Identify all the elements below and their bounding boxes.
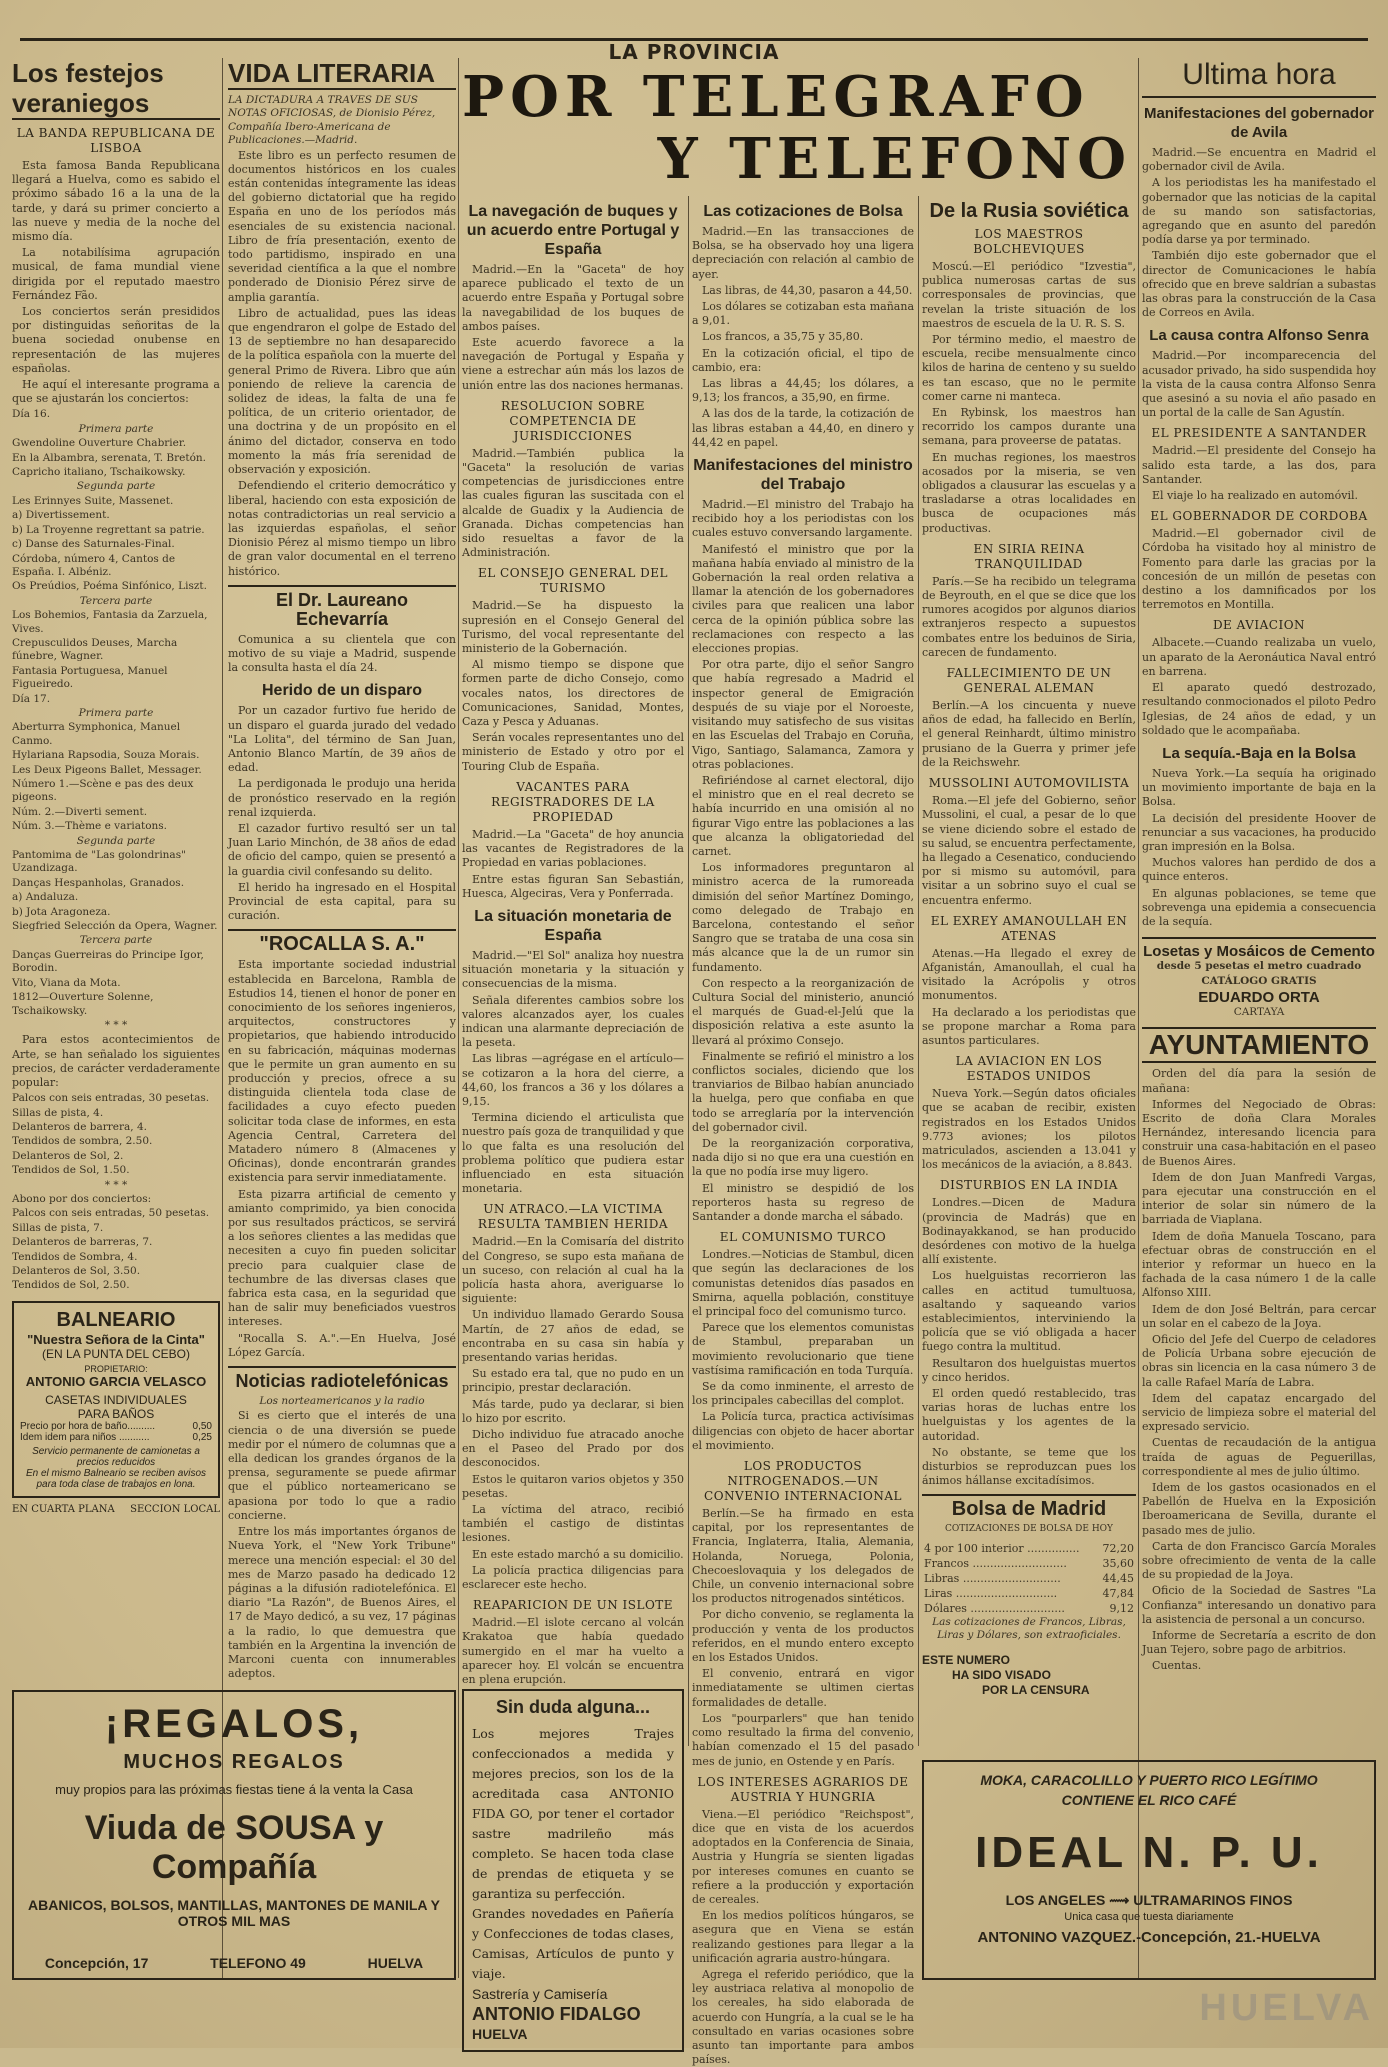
article-text: Libro de actualidad, pues las ideas que engendraron el golpe de Estado del 13 de septiembre no han desaparecido de la política española con la muerte del general Primo de Rivera. Libro que aún poniendo de relieve la carencia de solidez de ideas, la falta de una fe política, de un criterio orientador, de una doctrina y de un propósito en el ánimo del dictador, conserva en todo momento la más fría serenidad de observación y exposición. xyxy=(228,306,456,477)
article-text: En algunas poblaciones, se teme que sobrevenga una epidemia a consecuencia de la sequía. xyxy=(1142,886,1376,928)
article-text: A las dos de la tarde, la cotización de las libras estaban a 44,40, en dinero y 44,42 en papel. xyxy=(692,407,914,449)
censura-notice xyxy=(922,1653,1136,1698)
article-text: Este libro es un perfecto resumen de documentos históricos en los cuales están contenidas íntegramente las ideas del gobierno dictatorial que ha regido España en uno de los períodos más esenciales de su existencia nacional. Libro de fría presentación, exento de todo partidismo, inspirado en una severidad científica a la que el nombre ponderado de Dionisio Pérez sirve de amplia garantía. xyxy=(228,148,456,304)
program-item: Danças Guerreiras do Principe Igor, Borodin. xyxy=(12,948,204,975)
price-item: Palcos con seis entradas, 50 pesetas. xyxy=(12,1207,210,1220)
article-text: De la reorganización corporativa, nada dijo si no que era una cuestión en la que no podía irse muy ligero. xyxy=(692,1136,914,1179)
balneario-name: "Nuestra Señora de la Cinta" xyxy=(27,1331,205,1347)
ultima-hora-title: Ultima hora xyxy=(1142,58,1376,98)
article-text: Moscú.—El periódico "Izvestia", publica numerosas cartas de sus corresponsales de provincias, que revelan la triste situación de los maestros de escuela de la U. R. S. S. xyxy=(922,260,1136,330)
bolsa-table xyxy=(922,1541,1136,1616)
aviacion-title: DE AVIACION xyxy=(1212,618,1306,633)
bolsa-value: 35,60 xyxy=(1102,1556,1134,1570)
casetas: CASETAS INDIVIDUALES xyxy=(45,1392,187,1407)
article-text: Nueva York.—Según datos oficiales que se acaban de recibir, existen registrados en los Estados Unidos 9.773 aviones; los pilotos matriculados, ascienden a 13.041 y los mecánicos de la aviación, a 8.843. xyxy=(922,1087,1136,1172)
ideal-shop: LOS ANGELES ⟿ ULTRAMARINOS FINOS xyxy=(1005,1892,1293,1908)
banner-line2: Y TELEFONO xyxy=(657,126,1132,192)
article-text: Al mismo tiempo se dispone que formen parte de dicho Consejo, como vocales natos, los directores de Comunicaciones, Sanidad, Montes, Caza y Pesca y Aduanas. xyxy=(462,658,684,729)
article-text: En la cotización oficial, el tipo de cambio, era: xyxy=(692,346,914,374)
cotizaciones-title: Las cotizaciones de Bolsa xyxy=(703,203,903,220)
program-item: Pantomima de "Las golondrinas" Uzandizaga. xyxy=(12,849,186,875)
list-item: Carta de don Francisco García Morales sobre ofrecimiento de venta de la calle de su propiedad de la Joya. xyxy=(1142,1539,1376,1582)
banner-line1: POR TELEGRAFO xyxy=(462,64,1090,130)
article-text: Esta pizarra artificial de cemento y amianto comprimido, ya bien conocida por sus resultados prácticos, se servirá a los señores clientes a las medidas que necesiten a cuyo fin pueden solicitar precio para cualquier clase de techumbre de las diversas clases que fabrica esta casa, en la seguridad que han de salir muy beneficiados vuestros intereses. xyxy=(228,1187,456,1329)
price-item: Delanteros de barreras, 7. xyxy=(12,1236,153,1249)
islote-title: REAPARICION DE UN ISLOTE xyxy=(472,1598,674,1613)
bolsa-title: Bolsa de Madrid xyxy=(922,1494,1136,1519)
fidalgo-ad xyxy=(462,1689,684,2052)
comunismo-title: EL COMUNISMO TURCO xyxy=(719,1230,887,1245)
list-item: Cuentas de recaudación de la antigua traída de aguas de Peguerillas, correspondiente al mes de julio último. xyxy=(1142,1436,1376,1478)
article-text: Madrid.—El ministro del Trabajo ha recibido hoy a los periodistas con los cuales estuvo conversando largamente. xyxy=(692,498,914,540)
festejos-text: Los conciertos serán presididos por distinguidas señoritas de la buena sociedad onubense en representación de las mujeres españolas. xyxy=(12,305,220,375)
program-item: Aberturra Symphonica, Manuel Canmo. xyxy=(12,721,181,747)
article-text: Agrega el referido periódico, que la ley austriaca relativa al monopolio de los cereales, ha sido elaborada de acuerdo con Hungría, a la cual se le ha consultado en varias ocasiones sobre asunto tan importante para ambos países. xyxy=(692,1967,914,2067)
bolsa-label: 4 por 100 interior ............... xyxy=(924,1541,1080,1555)
column-rule xyxy=(1138,58,1139,1978)
sin-duda-title: Sin duda alguna... xyxy=(495,1697,650,1718)
cuarta-plana: EN CUARTA PLANA xyxy=(12,1503,115,1515)
rusia-title: De la Rusia soviética xyxy=(929,200,1129,222)
agrarios-title: LOS INTERESES AGRARIOS DE AUSTRIA Y HUNGRIA xyxy=(697,1774,909,1804)
list-item: Informe de Secretaría a escrito de don Juan Tejero, sobre pago de arbitrios. xyxy=(1142,1629,1376,1657)
bolsa-subtitle: COTIZACIONES DE BOLSA DE HOY xyxy=(945,1524,1113,1535)
price-item: Delanteros de Sol, 2. xyxy=(12,1149,124,1162)
article-text: En muchas regiones, los maestros acosados por la miseria, se ven obligados a clausurar las escuelas y a trasladarse a otras localidades en busca de ocupaciones más productivas. xyxy=(922,450,1136,535)
festejos-text: La notabilísima agrupación musical, de fama mundial viene dirigida por el reputado maestro Fernández Fão. xyxy=(12,246,220,302)
fallecimiento-title: FALLECIMIENTO DE UN GENERAL ALEMAN xyxy=(946,666,1112,696)
article-text: El convenio, entrará en vigor inmediatamente se ultimen ciertas formalidades de detalle. xyxy=(692,1667,914,1709)
article-text: El ministro se despidió de los reporteros hasta su regreso de Santander a donde marcha el sábado. xyxy=(692,1181,914,1223)
radio-subtitle: Los norteamericanos y la radio xyxy=(259,1395,425,1408)
regalos-sub: MUCHOS REGALOS xyxy=(123,1751,345,1773)
cordoba-title: EL GOBERNADOR DE CORDOBA xyxy=(1150,509,1368,524)
sequia-title: La sequía.-Baja en la Bolsa xyxy=(1162,744,1356,762)
paper-name: LA PROVINCIA xyxy=(608,40,780,64)
turismo-title: EL CONSEJO GENERAL DEL TURISMO xyxy=(478,566,668,596)
ideal-address: ANTONINO VAZQUEZ.-Concepción, 21.-HUELVA xyxy=(977,1929,1321,1946)
article-text: Defendiendo el criterio democrático y liberal, haciendo con esta exposición de notas contradictorias un real servicio a las izquierdas españolas, el señor Dionisio Pérez al mismo tiempo un libro de gran valor documental en el terreno histórico. xyxy=(228,479,456,578)
article-text: "Rocalla S. A.".—En Huelva, José López García. xyxy=(228,1331,456,1359)
article-text: Madrid.—También publica la "Gaceta" la resolución de varias competencias de jurisdicciones entre las cuales figuran las suscitada con el alcalde de Guadix y la Audiencia de Granada. Dichas competencias han sido resueltas a favor de la Administración. xyxy=(462,446,684,560)
article-text: Berlín.—A los cincuenta y nueve años de edad, ha fallecido en Berlín, el general Reinhardt, último ministro prusiano de la Guerra y primer jefe de la Reichswehr. xyxy=(922,699,1136,769)
day-label: Día 16. xyxy=(12,408,51,421)
article-text: El cazador furtivo resultó ser un tal Juan Lario Minchón, de 38 años de edad de oficio del campo, quien se presentó a la guardia civil confesando su delito. xyxy=(228,821,456,878)
article-text: Madrid.—Se ha dispuesto la supresión en el Consejo General del Turismo, del vocal representante del ministerio de la Gobernación. xyxy=(462,599,684,656)
atraco-title: UN ATRACO.—LA VICTIMA RESULTA TAMBIEN HERIDA xyxy=(477,1202,669,1232)
article-text: Madrid.—El presidente del Consejo ha salido esta tarde, a las dos, para Santander. xyxy=(1142,444,1376,486)
article-text: Con respecto a la reorganización de Cultura Social del ministerio, anunció el marqués de Guad-el-Jelú que la disposición relativa a este asunto la llevará al próximo Consejo. xyxy=(692,976,914,1047)
amanoullah-title: EL EXREY AMANOULLAH EN ATENAS xyxy=(930,913,1128,943)
list-item: Oficio de la Sociedad de Sastres "La Confianza" interesando un donativo para la asistencia de personal a un concurso. xyxy=(1142,1584,1376,1626)
program-item: Os Preúdios, Poéma Sinfónico, Liszt. xyxy=(12,580,207,593)
para-banos: PARA BAÑOS xyxy=(77,1406,155,1421)
regalos-title: ¡REGALOS, xyxy=(104,1702,364,1746)
seccion-local: SECCION LOCAL xyxy=(130,1503,220,1515)
article-text: También dijo este gobernador que el director de Comunicaciones le había ofrecido que en breve saldrían a subastas las obras para la construcción de la Casa de Correos en Avila. xyxy=(1142,249,1376,320)
ideal-ad xyxy=(922,1760,1376,1980)
article-text: Muchos valores han perdido de dos a quince enteros. xyxy=(1142,856,1376,884)
aviacion-title: LA AVIACION EN LOS ESTADOS UNIDOS xyxy=(955,1054,1103,1084)
price-value: 0,25 xyxy=(192,1431,212,1443)
bolsa-note: Las cotizaciones de Francos, Libras, Liras y Dólares, son extraoficiales. xyxy=(932,1615,1126,1642)
article-text: Londres.—Noticias de Stambul, dicen que según las declaraciones de los comunistas detenidos días pasados en Smirna, aquella población, constituye el principal foco del comunismo turco. xyxy=(692,1248,914,1319)
regalos-city: HUELVA xyxy=(367,1955,424,1971)
balneario-ad xyxy=(12,1301,220,1498)
table-row xyxy=(922,1556,1136,1571)
losetas-name: EDUARDO ORTA xyxy=(1198,988,1320,1006)
article-text: París.—Se ha recibido un telegrama de Beyrouth, en el que se dice que los rumores acogidos por algunos diarios extranjeros respecto a supuestos combates entre los beduinos de Siria, carecen de fundamento. xyxy=(922,574,1136,659)
part-head: Primera parte xyxy=(78,422,154,435)
article-text: No obstante, se teme que los disturbios se reproduzcan pues los ánimos hállanse excitadísimos. xyxy=(922,1445,1136,1488)
program-item: Número 1.—Scène e pas des deux pigeons. xyxy=(12,778,194,804)
ideal-shop-sub: Unica casa que tuesta diariamente xyxy=(1064,1911,1234,1923)
book-title: LA DICTADURA A TRAVES DE SUS NOTAS OFICIOSAS, de Dionisio Pérez, Compañía Ibero-Americana de Publicaciones.—Madrid. xyxy=(228,94,436,147)
part-head: Primera parte xyxy=(78,706,154,719)
program-item: Los Bohemios, Fantasia da Zarzuela, Vives. xyxy=(12,609,208,635)
article-text: Por un cazador furtivo fue herido de un disparo el guarda jurado del vedado "La Lolita", del término de San Juan, Antonio Blanco Martín, de 39 años de edad. xyxy=(228,704,456,775)
article-text: Su estado era tal, que no pudo en un principio, prestar declaración. xyxy=(462,1367,684,1395)
rocalla-title: "ROCALLA S. A." xyxy=(228,929,456,954)
price-item: Tendidos de Sol, 1.50. xyxy=(12,1164,130,1177)
nitrogenados-title: LOS PRODUCTOS NITROGENADOS.—UN CONVENIO INTERNACIONAL xyxy=(704,1459,902,1504)
program-item: Les Deux Pigeons Ballet, Messager. xyxy=(12,763,202,776)
price-item: Palcos con seis entradas, 30 pesetas. xyxy=(12,1092,210,1105)
article-text: Ha declarado a los periodistas que se propone marchar a Roma para asuntos particulares. xyxy=(922,1005,1136,1047)
losetas-place: CARTAYA xyxy=(1233,1005,1285,1018)
regalos-items: ABANICOS, BOLSOS, MANTILLAS, MANTONES DE MANILA Y OTROS MIL MAS xyxy=(28,1897,440,1929)
article-text: Madrid.—Por incomparecencia del acusador privado, ha sido suspendida hoy la vista de la causa contra Alfonso Senra que asesinó a su novia el año pasado en un portal de la calle de San Agustín. xyxy=(1142,349,1376,420)
article-text: Si es cierto que el interés de una ciencia o de una diversión se puede medir por el número de columnas que a ella dedican los grandes órganos de la prensa, seguramente se puede afirmar que el público norteamericano se apasiona por todo lo que a radio concierne. xyxy=(228,1409,456,1522)
article-text: Por otra parte, dijo el señor Sangro que había regresado a Madrid el inspector general de Emigración después de su viaje por el Noroeste, visitando muy satisfecho de sus visitas en las Escuelas del Trabajo en Coruña, Vigo, Santiago, Salamanca, Zamora y otras poblaciones. xyxy=(692,658,914,771)
article-text: Los huelguistas recorrieron las calles en actitud tumultuosa, asaltando y saqueando varios establecimientos, interviniendo la policía que se vió obligada a hacer fuego contra la multitud. xyxy=(922,1269,1136,1354)
bolsa-value: 44,45 xyxy=(1102,1571,1134,1585)
abono-intro: Abono por dos conciertos: xyxy=(12,1192,152,1205)
article-text: Las libras a 44,45; los dólares, a 9,13; los francos, a 35,90, en firme. xyxy=(692,377,914,405)
ad-sign: HUELVA xyxy=(472,2026,528,2043)
table-row xyxy=(922,1601,1136,1616)
program-item: 1812—Ouverture Solenne, Tschaikowsky. xyxy=(12,991,154,1017)
owner-name: ANTONIO GARCIA VELASCO xyxy=(25,1373,207,1389)
price-label: Idem idem para niños ........... xyxy=(20,1431,150,1443)
program-item: Crepusculidos Deuses, Marcha fúnebre, Wagner. xyxy=(12,636,178,663)
article-text: Los francos, a 35,75 y 35,80. xyxy=(702,330,864,344)
list-item: Oficio del Jefe del Cuerpo de celadores de Policía Urbana sobre ejecución de obras sin licencia en la casa número 3 de la calle Rafael María de Labra. xyxy=(1142,1333,1376,1389)
presidente-title: EL PRESIDENTE A SANTANDER xyxy=(1151,426,1367,441)
article-text: Las libras —agrégase en el artículo— se cotizaron a la hora del cierre, a 44,60, los francos a 36 y los dólares a 9,15. xyxy=(462,1052,684,1108)
program-item: a) Divertissement. xyxy=(12,509,110,522)
program-item: Les Erinnyes Suite, Massenet. xyxy=(12,494,174,507)
article-text: El orden quedó restablecido, tras varias horas de luchas entre los huelguistas y los agentes de la autoridad. xyxy=(922,1387,1136,1443)
program-item: Fantasia Portuguesa, Manuel Figueiredo. xyxy=(12,664,168,691)
article-text: Madrid.—La "Gaceta" de hoy anuncia las vacantes de Registradores de la Propiedad en varias poblaciones. xyxy=(462,827,684,870)
balneario-note: Servicio permanente de camionetas a precios reducidos xyxy=(32,1445,200,1468)
article-text: Dicho individuo fue atracado anoche en el Paseo del Prado por dos desconocidos. xyxy=(462,1428,684,1470)
ideal-line1: MOKA, CARACOLILLO Y PUERTO RICO LEGÍTIMO xyxy=(980,1772,1318,1788)
separator: * * * xyxy=(104,1018,128,1031)
censura-line: ESTE NUMERO xyxy=(922,1652,1011,1667)
ad-text: Grandes novedades en Pañería y Confecciones de todas clases, Camisas, Artículos de punto y viaje. xyxy=(472,1906,674,1982)
separator: * * * xyxy=(104,1178,128,1191)
program-item: b) La Troyenne regrettant sa patrie. xyxy=(12,523,205,536)
article-text: Termina diciendo el articulista que nuestro país goza de tranquilidad y que lo que falta es una resolución del problema político que pudiera estar influenciado en esta situación monetaria. xyxy=(462,1111,684,1196)
article-text: La decisión del presidente Hoover de renunciar a sus vacaciones, ha producido gran impresión en la Bolsa. xyxy=(1142,811,1376,853)
list-item: Informes del Negociado de Obras: Escrito de doña Clara Morales Hernández, interesando licencia para construir una casa-habitación en el paseo de Buenos Aires. xyxy=(1142,1097,1376,1168)
article-text: El herido ha ingresado en el Hospital Provincial de esta capital, para su curación. xyxy=(228,880,456,923)
article-text: Orden del día para la sesión de mañana: xyxy=(1142,1067,1376,1095)
article-text: En Rybinsk, los maestros han recorrido los campos durante una semana, para proveerse de patatas. xyxy=(922,406,1136,448)
losetas-title: Losetas y Mosáicos de Cemento xyxy=(1142,937,1376,960)
price-item: Delanteros de Sol, 3.50. xyxy=(12,1265,141,1278)
article-text: Señala diferentes cambios sobre los valores alcanzados ayer, los cuales indican una alarmante depreciación de la peseta. xyxy=(462,993,684,1050)
part-head: Segunda parte xyxy=(76,480,156,493)
regalos-name: Viuda de SOUSA y Compañía xyxy=(84,1809,384,1886)
bolsa-label: Dólares ........................... xyxy=(924,1601,1065,1615)
list-item: Cuentas. xyxy=(1152,1659,1202,1673)
ideal-name: IDEAL N. P. U. xyxy=(975,1828,1323,1877)
list-item: Idem de don José Beltrán, para cercar un solar en el cabezo de la Joya. xyxy=(1142,1302,1376,1330)
program-item: Danças Hespanholas, Granados. xyxy=(12,876,185,889)
bolsa-value: 72,20 xyxy=(1102,1541,1134,1555)
article-text: Refiriéndose al carnet electoral, dijo el ministro que en el real decreto se había incurrido en una omisión al no figurar Vigo entre las poblaciones a las que alcanza la obligatoriedad del carnet. xyxy=(692,773,914,858)
table-row xyxy=(922,1571,1136,1586)
article-text: Nueva York.—La sequía ha originado un movimiento importante de baja en la Bolsa. xyxy=(1142,766,1376,809)
losetas-catalog: CATÁLOGO GRATIS xyxy=(1201,974,1317,987)
maestros-title: LOS MAESTROS BOLCHEVIQUES xyxy=(973,227,1085,256)
price-item: Tendidos de sombra, 2.50. xyxy=(12,1135,153,1148)
regalos-address: Concepción, 17 xyxy=(44,1955,149,1971)
regalos-ad xyxy=(12,1690,456,1980)
festejos-text: He aquí el interesante programa a que se ajustarán los conciertos: xyxy=(12,378,220,406)
column-ultima-hora xyxy=(1142,58,1376,2018)
price-item: Sillas de pista, 4. xyxy=(12,1106,104,1119)
price-item: Delanteros de barrera, 4. xyxy=(12,1120,147,1133)
table-row xyxy=(922,1586,1136,1601)
article-text: Manifestó el ministro que por la mañana había enviado al ministro de la Gobernación la real orden relativa a llamar la atención de los gobernadores civiles para que realicen una labor cerca de la opinión pública sobre las reclamaciones con respecto a las elecciones propias. xyxy=(692,542,914,656)
part-head: Tercera parte xyxy=(79,934,153,947)
censura-line: POR LA CENSURA xyxy=(982,1682,1090,1697)
trabajo-title: Manifestaciones del ministro del Trabajo xyxy=(693,457,913,494)
article-text: Entre los más importantes órganos de Nueva York, el "New York Tribune" merece una mención especial: el 30 del mes de Marzo pasado ha dedicado 12 páginas a la difusión radiotelefónica. El diario "La Razón", de Buenos Aires, el 17 de Mayo dedicó, a su vez, 17 páginas a la radio, lo que demuestra que también en la Argentina la invención de Marconi cuenta con innumerables adeptos. xyxy=(228,1525,456,1681)
program-item: b) Jota Aragoneza. xyxy=(12,905,111,918)
article-text: Madrid.—En la Comisaría del distrito del Congreso, se supo esta mañana de un suceso, con relación al cual ha la policía hasta ahora, averiguarse lo siguiente: xyxy=(462,1235,684,1306)
article-text: Atenas.—Ha llegado el exrey de Afganistán, Amanoullah, el cual ha visitado la Acrópolis y otros monumentos. xyxy=(922,946,1136,1003)
article-text: Madrid.—En la "Gaceta" de hoy aparece publicado el texto de un acuerdo entre España y Portugal sobre la navegabilidad de los buques de ambos países. xyxy=(462,263,684,333)
mussolini-title: MUSSOLINI AUTOMOVILISTA xyxy=(928,776,1130,791)
article-text: Los "pourparlers" que han tenido como resultado la firma del convenio, habían comenzado el 15 del pasado mes de junio, en Ostende y en París. xyxy=(692,1711,914,1768)
article-text: Estos le quitaron varios objetos y 350 pesetas. xyxy=(462,1472,684,1500)
gobernador-title: Manifestaciones del gobernador de Avila xyxy=(1143,105,1375,141)
price-item: Sillas de pista, 7. xyxy=(12,1221,104,1234)
article-text: Madrid.—En las transacciones de Bolsa, se ha observado hoy una ligera depreciación con relación al cambio de ayer. xyxy=(692,225,914,281)
article-text: El viaje lo ha realizado en automóvil. xyxy=(1152,489,1358,503)
column-rule xyxy=(918,196,919,1746)
column-navegacion xyxy=(462,196,684,2043)
article-text: Madrid.—"El Sol" analiza hoy nuestra situación monetaria y la situación y consecuencias de la misma. xyxy=(462,948,684,991)
article-text: Serán vocales representantes uno del ministerio de Estado y otro por el Touring Club de España. xyxy=(462,731,684,773)
article-text: Por término medio, el maestro de escuela, recibe mensualmente cinco kilos de harina de centeno y su sueldo es tan escaso, que no le permite comer carne ni manteca. xyxy=(922,333,1136,403)
nav-title: La navegación de buques y un acuerdo entre Portugal y España xyxy=(466,203,680,258)
ad-sign: ANTONIO FIDALGO xyxy=(472,2004,641,2025)
list-item: Idem de don Juan Manfredi Vargas, para ejecutar una construcción en el interior de solar sin número de la barriada de Viaplana. xyxy=(1142,1170,1376,1227)
column-rule xyxy=(688,196,689,1746)
program-item: Gwendoline Ouverture Chabrier. xyxy=(12,437,187,450)
program-item: En la Albambra, serenata, T. Bretón. xyxy=(12,451,207,464)
bolsa-value: 9,12 xyxy=(1109,1601,1134,1615)
radio-title: Noticias radiotelefónicas xyxy=(228,1366,456,1391)
balneario-note: En el mismo Balneario se reciben avisos para toda clase de trabajos en lona. xyxy=(25,1467,207,1490)
siria-title: EN SIRIA REINA TRANQUILIDAD xyxy=(973,541,1085,571)
vacantes-title: VACANTES PARA REGISTRADORES DE LA PROPIEDAD xyxy=(491,779,655,824)
ad-sign: Sastrería y Camisería xyxy=(472,1986,608,2003)
article-text: Berlín.—Se ha firmado en esta capital, por los representantes de Francia, Inglaterra, Italia, Alemania, Holanda, Noruega, Polonia, Checoeslovaquia y los delegados de Chile, un convenio internacional sobre los productos nitrogenados sintéticos. xyxy=(692,1507,914,1606)
article-text: La policía practica diligencias para esclarecer este hecho. xyxy=(462,1563,684,1592)
article-text: Madrid.—Se encuentra en Madrid el gobernador civil de Avila. xyxy=(1142,146,1376,174)
article-text: El aparato quedó destrozado, resultando conmocionados el piloto Pedro Iglesias, de 24 años de edad, y un soldado que le acompañaba. xyxy=(1142,681,1377,737)
comp-title: RESOLUCION SOBRE COMPETENCIA DE JURISDICCIONES xyxy=(500,398,646,443)
monetaria-title: La situación monetaria de España xyxy=(474,907,672,944)
program-item: a) Andaluza. xyxy=(12,891,79,904)
festejos-text: Esta famosa Banda Republicana llegará a Huelva, como es sabido el próximo sábado 16 a la una de la tarde, y dará su primer concierto a las nueve y media de la noche del mismo día. xyxy=(12,159,220,244)
column-cotizaciones xyxy=(692,196,914,2067)
list-item: Idem del capataz encargado del servicio de limpieza sobre el material del expresado servicio. xyxy=(1142,1391,1376,1434)
article-text: Este acuerdo favorece a la navegación de Portugal y España y viene a estrechar aún más los lazos de unión entre las dos naciones hermanas. xyxy=(462,336,684,392)
article-text: Esta importante sociedad industrial establecida en Barcelona, Rambla de Estudios 14, tienen el honor de poner en conocimiento de los señores ingenieros, arquitectos, constructores y propietarios, que habiendo introducido en su fabricación, máquinas modernas que le permite un gran aumento en su producción y precios, ofrece a su distinguida clientela toda clase de facilidades a cuyo efecto pueden solicitar toda clase de informes, en esta Agencia Central, Carretera del Matadero número 8 (Almacenes y Oficinas), donde encontrarán grandes existencia para servir inmediatamente. xyxy=(228,958,456,1185)
owner-label: PROPIETARIO: xyxy=(84,1363,148,1374)
list-item: Idem de los gastos ocasionados en el Pabellón de Huelva en la Exposición Iberoamericana de Sevilla, durante el pasado mes de julio. xyxy=(1142,1481,1376,1537)
vida-literaria-title: VIDA LITERARIA xyxy=(228,58,456,90)
part-head: Tercera parte xyxy=(79,594,153,607)
article-text: Madrid.—El gobernador civil de Córdoba ha visitado hoy al ministro de Fomento para darle las gracias por la concesión de un millón de pesetas con destino a los damnificados por los terremotos en Montilla. xyxy=(1142,527,1376,612)
herido-title: Herido de un disparo xyxy=(261,682,422,700)
prices-intro: Para estos acontecimientos de Arte, se han señalado los siguientes precios, de carácter verdaderamente popular: xyxy=(12,1033,220,1089)
program-item: Córdoba, número 4, Cantos de España. I. Albéniz. xyxy=(12,552,176,578)
day-label: Día 17. xyxy=(12,692,51,705)
article-text: En los medios políticos húngaros, se asegura que en Viena se están realizando gestiones para llegar a la unificación agraria austro-húngara. xyxy=(692,1909,914,1965)
article-text: Las libras, de 44,30, pasaron a 44,50. xyxy=(702,283,913,297)
article-text: Roma.—El jefe del Gobierno, señor Mussolini, el cual, a pesar de lo que se viene diciendo sobre el estado de su salud, se encuentra perfectamente, ha llegado a Cesenatico, conduciendo por si mismo su automóvil, para visitar a un sobrino suyo el cual se encuentra enfermo. xyxy=(922,794,1136,907)
article-text: La víctima del atraco, recibió también el castigo de distintas lesiones. xyxy=(462,1503,684,1545)
article-text: Comunica a su clientela que con motivo de su viaje a Madrid, suspende la consulta hasta el día 24. xyxy=(228,632,456,675)
india-title: DISTURBIOS EN LA INDIA xyxy=(940,1178,1118,1193)
ayuntamiento-title: AYUNTAMIENTO xyxy=(1142,1027,1376,1063)
article-text: Finalmente se refirió el ministro a los conflictos sociales, diciendo que los tranviarios de Bilbao habían anunciado la huelga, pero que confiaba en que todo se arreglaría por la intervención del gobernador civil. xyxy=(692,1049,914,1134)
program-item: Núm. 2.—Diverti sement. xyxy=(12,805,148,818)
article-text: Parece que los elementos comunistas de Stambul, preparaban un movimiento revolucionario que tiene vastísima ramificación en toda Turquía. xyxy=(692,1321,914,1377)
article-text: La Policía turca, practica activísimas diligencias con objeto de hacer abortar el movimiento. xyxy=(692,1410,914,1452)
price-item: Tendidos de Sombra, 4. xyxy=(12,1250,138,1263)
program-item: Hylariana Rapsodia, Souza Morais. xyxy=(12,749,200,762)
dr-title: El Dr. Laureano Echevarría xyxy=(228,585,456,629)
article-text: Viena.—El periódico "Reichspost", dice que en vista de los acuerdos adoptados en la Conferencia de Sinaia, Austria y Hungría se sienten ligadas por intereses comunes en cuanto se refiere a la producción y exportación de cereales. xyxy=(692,1807,914,1906)
price-item: Tendidos de Sol, 2.50. xyxy=(12,1279,130,1292)
senra-title: La causa contra Alfonso Senra xyxy=(1149,327,1369,345)
balneario-title: BALNEARIO xyxy=(56,1308,176,1331)
ideal-line2: CONTIENE EL RICO CAFÉ xyxy=(1061,1792,1237,1808)
article-text: Los dólares se cotizaban esta mañana a 9,01. xyxy=(692,300,914,328)
article-text: Se da como inminente, el arresto de los principales cabecillas del complot. xyxy=(692,1380,914,1408)
price-value: 0,50 xyxy=(192,1420,212,1432)
censura-line: HA SIDO VISADO xyxy=(952,1667,1051,1682)
list-item: Idem de doña Manuela Toscano, para efectuar obras de construcción en el interior y reformar un hueco en la fachada de la casa número 1 de la calle Alfonso XIII. xyxy=(1142,1229,1376,1300)
losetas-sub: desde 5 pesetas el metro cuadrado xyxy=(1156,960,1362,973)
article-text: En este estado marchó a su domicilio. xyxy=(472,1547,684,1561)
bolsa-value: 47,84 xyxy=(1102,1586,1134,1600)
program-item: c) Danse des Saturnales-Final. xyxy=(12,538,175,551)
article-text: Por dicho convenio, se reglamenta la producción y venta de los productos referidos, en el mundo entero excepto en los Estados Unidos. xyxy=(692,1608,914,1665)
banner-por-telegrafo xyxy=(462,60,1132,190)
article-text: A los periodistas les ha manifestado el gobernador que las noticias de la capital de su mando son satisfactorias, agregando que en asunto del paredón podía darse ya por terminado. xyxy=(1142,176,1376,247)
regalos-line: muy propios para las próximas fiestas tiene á la venta la Casa xyxy=(55,1782,413,1797)
column-rusia xyxy=(922,196,1136,1746)
article-text: Albacete.—Cuando realizaba un vuelo, un aparato de la Aeronáutica Naval entró en barrena. xyxy=(1142,636,1376,678)
program-item: Capricho italiano, Tschaikowsky. xyxy=(12,466,186,479)
article-text: Entre estas figuran San Sebastián, Huesca, Algeciras, Vera y Ponferrada. xyxy=(462,872,684,900)
column-rule xyxy=(458,58,459,1978)
program-item: Siegfried Selección da Opera, Wagner. xyxy=(12,920,218,933)
article-text: Madrid.—El islote cercano al volcán Krakatoa que había quedado sumergido en el mar ha vuelto a aparecer hoy. El volcán se encuentra en plena erupción. xyxy=(462,1616,684,1687)
festejos-title: Los festejos veraniegos xyxy=(12,58,220,120)
table-row xyxy=(922,1541,1136,1556)
article-text: Resultaron dos huelguistas muertos y cinco heridos. xyxy=(922,1356,1136,1384)
article-text: La perdigonada le produjo una herida de pronóstico reservado en la región renal izquierda. xyxy=(228,777,456,819)
banda-subtitle: LA BANDA REPUBLICANA DE LISBOA xyxy=(16,126,216,155)
price-label: Precio por hora de baño.......... xyxy=(20,1420,156,1432)
part-head: Segunda parte xyxy=(76,834,156,847)
regalos-phone: TELEFONO 49 xyxy=(210,1955,306,1971)
article-text: Los informadores preguntaron al ministro acerca de la rumoreada dimisión del señor Martínez Domingo, como delegado de Trabajo en Barcelona, contestando el señor Sangro que se trataba de una cosa sin más alcance que la de un rumor sin fundamento. xyxy=(692,861,914,974)
program-item: Núm. 3.—Thème e variatons. xyxy=(12,820,167,833)
bolsa-label: Libras ............................ xyxy=(924,1571,1061,1585)
balneario-place: (EN LA PUNTA DEL CEBO) xyxy=(41,1346,191,1361)
bolsa-label: Francos ........................... xyxy=(924,1556,1067,1570)
program-item: Vito, Viana da Mota. xyxy=(12,976,121,989)
ad-text: Los mejores Trajes confeccionados a medida y mejores precios, son los de la acreditada casa ANTONIO FIDA GO, por tener el cortador sastre madrileño más completo. Se hacen toda clase de prendas de etiqueta y se garantiza su perfección. xyxy=(472,1726,674,1902)
article-text: Más tarde, pudo ya declarar, si bien lo hizo por escrito. xyxy=(462,1397,684,1425)
article-text: Londres.—Dicen de Madura (provincia de Madrás) que en Bodinayakkanod, se han producido desórdenes con motivo de la huelga allí existente. xyxy=(922,1196,1136,1267)
bolsa-label: Liras ............................. xyxy=(924,1586,1058,1600)
article-text: Un individuo llamado Gerardo Sousa Martín, de 27 años de edad, se encontraba en su casa sin había y presentando varias heridas. xyxy=(462,1308,684,1364)
huelva-watermark: HUELVA xyxy=(1199,1987,1374,2029)
